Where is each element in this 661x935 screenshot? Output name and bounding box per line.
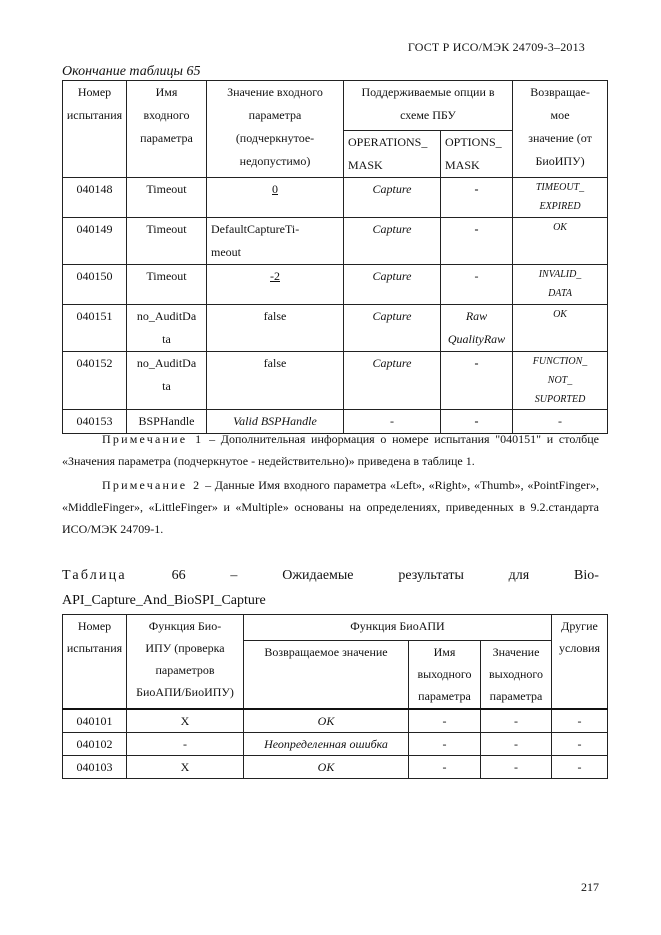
table-row bbox=[63, 218, 608, 265]
operations-mask: Capture bbox=[344, 265, 441, 305]
note-1 bbox=[62, 428, 599, 472]
note-2-label: Примечание 2 bbox=[102, 478, 202, 492]
test-number: 040150 bbox=[63, 265, 127, 305]
input-value: 0 bbox=[207, 178, 344, 218]
table-65 bbox=[62, 80, 608, 434]
table66-title-word: Таблица bbox=[62, 568, 127, 583]
table66-title-word: Bio- bbox=[574, 568, 599, 583]
output-value: - bbox=[481, 732, 552, 755]
table66-title-line1 bbox=[62, 563, 599, 588]
table66-title-word: результаты bbox=[398, 568, 464, 583]
output-name: - bbox=[409, 732, 481, 755]
other-conditions: - bbox=[552, 755, 608, 778]
table66-title-word: 66 bbox=[171, 568, 186, 583]
table-row bbox=[63, 178, 608, 218]
output-value: - bbox=[481, 709, 552, 733]
table65-body bbox=[63, 178, 608, 434]
table66-title bbox=[62, 563, 599, 613]
operations-mask: Capture bbox=[344, 178, 441, 218]
test-number: 040151 bbox=[63, 305, 127, 352]
t66-header-bsp-function: Функция Био- ИПУ (проверка параметров БиоАПИ/БиоИПУ) bbox=[127, 615, 244, 709]
table-row bbox=[63, 755, 608, 778]
options-mask: - bbox=[441, 410, 513, 434]
header-bsp-options: Поддерживаемые опции в схеме ПБУ bbox=[344, 81, 513, 131]
note-2 bbox=[62, 474, 599, 540]
header-options-mask: OPTIONS_ MASK bbox=[441, 131, 513, 178]
table66-title-word: – bbox=[230, 568, 238, 583]
table-row bbox=[63, 265, 608, 305]
input-value: false bbox=[207, 305, 344, 352]
input-name: Timeout bbox=[127, 218, 207, 265]
t66-header-out-value: Значение выходного параметра bbox=[481, 641, 552, 709]
t66-header-other: Другие условия bbox=[552, 615, 608, 709]
options-mask: - bbox=[441, 265, 513, 305]
returned-value: INVALID_ DATA bbox=[513, 265, 608, 305]
input-name: Timeout bbox=[127, 178, 207, 218]
input-name: no_AuditDa ta bbox=[127, 305, 207, 352]
header-input-name: Имя входного параметра bbox=[127, 81, 207, 178]
test-number: 040153 bbox=[63, 410, 127, 434]
table66-title-word: Ожидаемые bbox=[282, 568, 354, 583]
input-name: no_AuditDa ta bbox=[127, 352, 207, 410]
note-1-label: Примечание 1 bbox=[102, 432, 204, 446]
table-row bbox=[63, 732, 608, 755]
table-row bbox=[63, 709, 608, 733]
options-mask: - bbox=[441, 178, 513, 218]
input-name: BSPHandle bbox=[127, 410, 207, 434]
header-test-no: Номер испытания bbox=[63, 81, 127, 178]
table66-title-word: для bbox=[508, 568, 530, 583]
test-number: 040101 bbox=[63, 709, 127, 733]
t66-header-test-no: Номер испытания bbox=[63, 615, 127, 709]
test-number: 040148 bbox=[63, 178, 127, 218]
operations-mask: - bbox=[344, 410, 441, 434]
return-value: Неопределенная ошибка bbox=[244, 732, 409, 755]
note-2-text: – Данные Имя входного параметра «Left», «Right», «Thumb», «PointFinger», «MiddleFinger», «LittleFinger» и «Multiple» основаны на определениях, приведенных в 9.2.стандарта ИСО/МЭК 24709-1. bbox=[62, 478, 599, 536]
table65-continuation-title: Окончание таблицы 65 bbox=[62, 64, 201, 79]
operations-mask: Capture bbox=[344, 305, 441, 352]
test-number: 040103 bbox=[63, 755, 127, 778]
table-row bbox=[63, 305, 608, 352]
options-mask: - bbox=[441, 218, 513, 265]
output-value: - bbox=[481, 755, 552, 778]
returned-value: FUNCTION_ NOT_ SUPORTED bbox=[513, 352, 608, 410]
returned-value: TIMEOUT_ EXPIRED bbox=[513, 178, 608, 218]
bsp-function: X bbox=[127, 755, 244, 778]
return-value: OK bbox=[244, 755, 409, 778]
table66-title-line2: API_Capture_And_BioSPI_Capture bbox=[62, 593, 266, 608]
t66-header-return-value: Возвращаемое значение bbox=[244, 641, 409, 709]
bsp-function: - bbox=[127, 732, 244, 755]
operations-mask: Capture bbox=[344, 218, 441, 265]
header-operations-mask: OPERATIONS_ MASK bbox=[344, 131, 441, 178]
bsp-function: X bbox=[127, 709, 244, 733]
page-number: 217 bbox=[581, 880, 599, 894]
input-value: DefaultCaptureTi- meout bbox=[207, 218, 344, 265]
operations-mask: Capture bbox=[344, 352, 441, 410]
other-conditions: - bbox=[552, 732, 608, 755]
input-value: Valid BSPHandle bbox=[207, 410, 344, 434]
t66-header-out-name: Имя выходного параметра bbox=[409, 641, 481, 709]
test-number: 040152 bbox=[63, 352, 127, 410]
input-value: -2 bbox=[207, 265, 344, 305]
header-returned-value: Возвращае- мое значение (от БиоИПУ) bbox=[513, 81, 608, 178]
options-mask: - bbox=[441, 352, 513, 410]
table-66 bbox=[62, 614, 608, 779]
t66-header-bioapi-function: Функция БиоАПИ bbox=[244, 615, 552, 641]
returned-value: - bbox=[513, 410, 608, 434]
input-name: Timeout bbox=[127, 265, 207, 305]
test-number: 040102 bbox=[63, 732, 127, 755]
running-header: ГОСТ Р ИСО/МЭК 24709-3–2013 bbox=[407, 40, 585, 54]
table66-body bbox=[63, 709, 608, 779]
output-name: - bbox=[409, 755, 481, 778]
test-number: 040149 bbox=[63, 218, 127, 265]
header-input-value: Значение входного параметра (подчеркнутое- недопустимо) bbox=[207, 81, 344, 178]
options-mask: Raw QualityRaw bbox=[441, 305, 513, 352]
returned-value: OK bbox=[513, 218, 608, 265]
table-row bbox=[63, 352, 608, 410]
return-value: OK bbox=[244, 709, 409, 733]
output-name: - bbox=[409, 709, 481, 733]
note-1-text: – Дополнительная информация о номере испытания "040151" и столбце «Значения параметра (подчеркнутое - недействительно)» приведена в таблице 1. bbox=[62, 432, 600, 468]
other-conditions: - bbox=[552, 709, 608, 733]
input-value: false bbox=[207, 352, 344, 410]
returned-value: OK bbox=[513, 305, 608, 352]
